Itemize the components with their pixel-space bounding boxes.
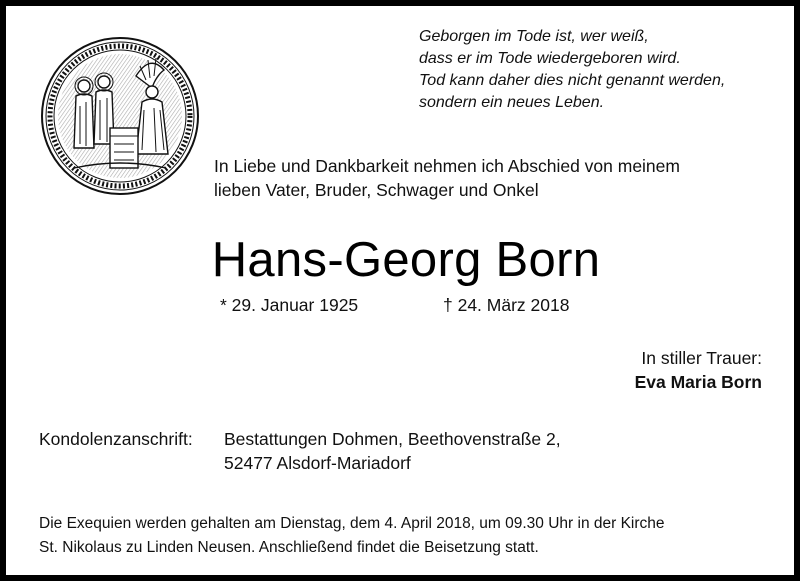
- birth-date: * 29. Januar 1925: [220, 295, 359, 315]
- condolence-address: [224, 427, 561, 475]
- quote-line: dass er im Tode wiedergeboren wird.: [419, 50, 681, 67]
- mourning-label: In stiller Trauer:: [641, 348, 762, 368]
- farewell-line: In Liebe und Dankbarkeit nehmen ich Abschied von meinem: [214, 156, 680, 176]
- deceased-name: Hans-Georg Born: [211, 233, 601, 287]
- service-details: [39, 512, 665, 560]
- religious-seal-icon: [40, 36, 200, 196]
- quote-line: Tod kann daher dies nicht genannt werden,: [419, 72, 726, 89]
- mourning-block: [635, 346, 762, 394]
- quote-line: sondern ein neues Leben.: [419, 94, 605, 111]
- service-line: St. Nikolaus zu Linden Neusen. Anschließend findet die Beisetzung statt.: [39, 539, 539, 556]
- quote-line: Geborgen im Tode ist, wer weiß,: [419, 28, 649, 45]
- memorial-quote: [419, 26, 725, 114]
- address-line: Bestattungen Dohmen, Beethovenstraße 2,: [224, 429, 561, 449]
- mourner-name: Eva Maria Born: [634, 372, 762, 392]
- farewell-line: lieben Vater, Bruder, Schwager und Onkel: [214, 180, 539, 200]
- service-line: Die Exequien werden gehalten am Dienstag, dem 4. April 2018, um 09.30 Uhr in der Kirche: [39, 515, 665, 532]
- death-date: † 24. März 2018: [443, 295, 570, 315]
- address-line: 52477 Alsdorf-Mariadorf: [224, 453, 411, 473]
- condolence-label: Kondolenzanschrift:: [39, 429, 193, 449]
- farewell-text: [214, 154, 680, 202]
